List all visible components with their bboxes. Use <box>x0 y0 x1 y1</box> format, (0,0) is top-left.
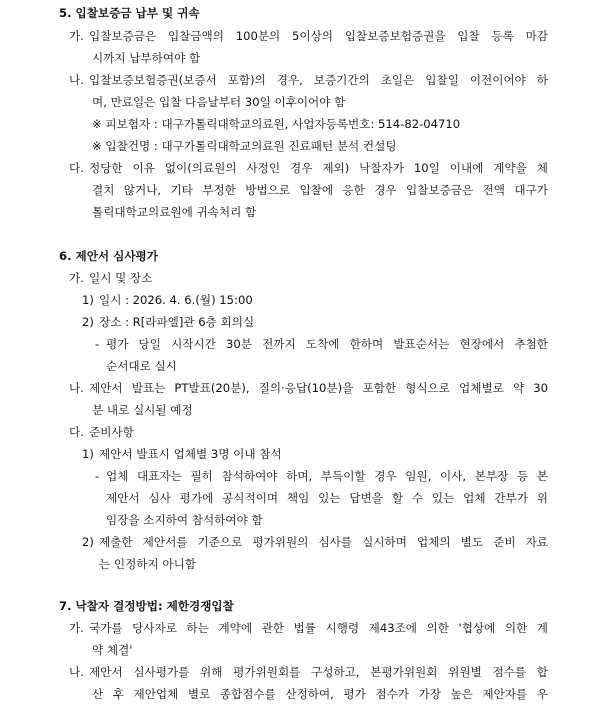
item-marker: 다. <box>69 425 84 439</box>
note-text: ※ 피보험자 : 대구가톨릭대학교의료원, 사업자등록번호: 514-82-04710 <box>92 117 461 131</box>
dash-marker: - <box>95 337 100 351</box>
item-text: 입찰보증금은 입찰금액의 100분의 5이상의 입찰보증보험증권을 입찰 등록 마감 <box>89 29 548 43</box>
section-6-heading: 6. 제안서 심사평가 <box>59 249 158 263</box>
dash-text: 임장을 소지하여 참석하여야 함 <box>106 513 263 527</box>
section-7-heading: 7. 낙찰자 결정방법: 제한경쟁입찰 <box>59 599 234 613</box>
dash-text: 순서대로 실시 <box>106 359 177 373</box>
sub-marker: 1) <box>82 447 94 461</box>
item-marker: 가. <box>69 621 84 635</box>
sub-text: 제안서 발표시 업체별 3명 이내 참석 <box>99 447 282 461</box>
sub-text: 장소 : R[라파엘]관 6층 회의실 <box>99 315 255 329</box>
item-marker: 나. <box>69 381 84 395</box>
item-text: 약 체결' <box>92 643 133 657</box>
item-marker: 나. <box>69 73 84 87</box>
sub-marker: 1) <box>82 293 94 307</box>
sub-text: 제출한 제안서를 기준으로 평가위원의 심사를 실시하며 업체의 별도 준비 자료 <box>99 535 548 549</box>
item-text: 준비사항 <box>89 425 134 439</box>
item-text: 분 내로 실시될 예정 <box>92 403 193 417</box>
item-text: 일시 및 장소 <box>89 271 153 285</box>
item-text: 입찰보증보험증권(보증서 포함)의 경우, 보증기간의 초일은 입찰일 이전이어야 하 <box>89 73 548 87</box>
sub-text: 는 인정하지 아니함 <box>99 557 196 571</box>
section-5-heading: 5. 입찰보증금 납부 및 귀속 <box>59 6 200 20</box>
item-marker: 나. <box>69 665 84 679</box>
item-text: 정당한 이유 없이(의료원의 사정인 경우 제외) 낙찰자가 10일 이내에 계약을 체 <box>89 161 548 175</box>
item-marker: 가. <box>69 29 84 43</box>
item-text: 제안서 발표는 PT발표(20분), 질의·응답(10분)을 포함한 형식으로 업체별로 약 30 <box>89 381 548 395</box>
item-text: 제안서 심사평가를 위해 평가위원회를 구성하고, 본평가위원회 위원별 점수를 합 <box>89 665 548 679</box>
sub-marker: 2) <box>82 315 94 329</box>
item-marker: 가. <box>69 271 84 285</box>
item-text: 산 후 제안업체 별로 종합점수를 산정하여, 평가 점수가 가장 높은 제안자를 우 <box>92 687 548 701</box>
dash-marker: - <box>95 469 100 483</box>
dash-text: 제안서 심사 평가에 공식적이며 책임 있는 답변을 할 수 있는 업체 간부가 위 <box>106 491 548 505</box>
sub-marker: 2) <box>82 535 94 549</box>
dash-text: 평가 당일 시작시간 30분 전까지 도착에 한하며 발표순서는 현장에서 추첨한 <box>106 337 548 351</box>
item-text: 결치 않거나, 기타 부정한 방법으로 입찰에 응한 경우 입찰보증금은 전액 대구가 <box>92 183 548 197</box>
item-text: 국가를 당사자로 하는 계약에 관한 법률 시행령 제43조에 의한 '협상에 의한 계 <box>89 621 548 635</box>
dash-text: 업체 대표자는 필히 참석하여야 하며, 부득이할 경우 임원, 이사, 본부장 등 본 <box>106 469 548 483</box>
item-text: 며, 만료일은 입찰 다음날부터 30일 이후이어야 함 <box>92 95 346 109</box>
item-text: 톨릭대학교의료원에 귀속처리 함 <box>92 205 257 219</box>
sub-text: 일시 : 2026. 4. 6.(월) 15:00 <box>99 293 253 307</box>
item-text: 시까지 납부하여야 함 <box>92 51 201 65</box>
note-text: ※ 입찰건명 : 대구가톨릭대학교의료원 진료패턴 분석 컨설팅 <box>92 139 397 153</box>
item-marker: 다. <box>69 161 84 175</box>
